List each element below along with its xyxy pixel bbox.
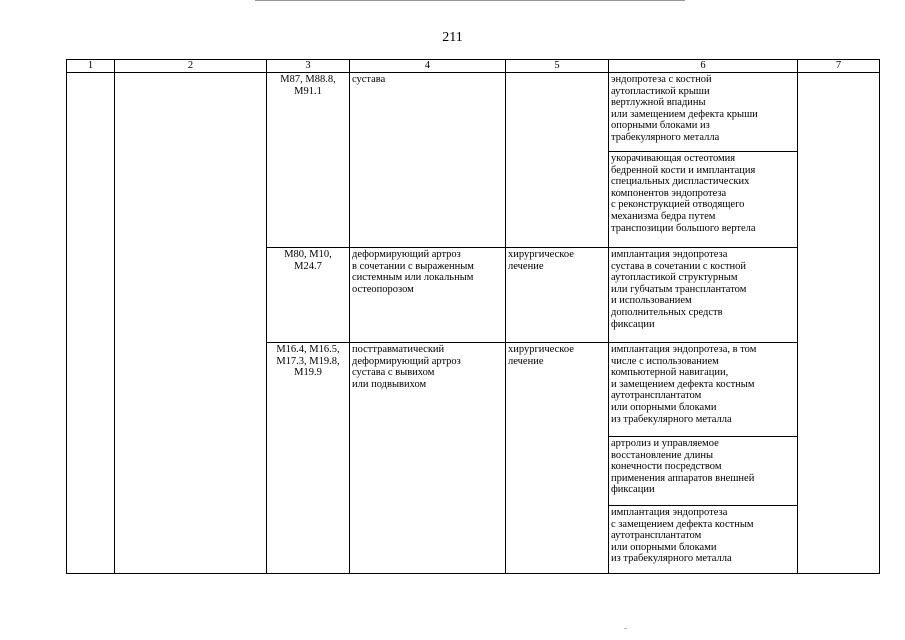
column-header: 6 (609, 60, 798, 73)
patient-model-cell: деформирующий артроз в сочетании с выраженным системным или локальным остеопорозом (350, 248, 506, 343)
column-header: 4 (350, 60, 506, 73)
method-cell: имплантация эндопротеза, в том числе с использованием компьютерной навигации, и замещением дефекта костным аутотрансплантатом или опорными блоками из трабекулярного металла (609, 343, 798, 437)
page-number: 211 (442, 30, 463, 45)
diagnosis-codes-cell: M80, M10, M24.7 (267, 248, 350, 343)
medical-procedures-table (66, 59, 880, 574)
treatment-type-cell (506, 73, 609, 248)
method-cell: укорачивающая остеотомия бедренной кости и имплантация специальных диспластических компонентов эндопротеза с реконструкцией отводящего механизма бедра путем транспозиции большого вертела (609, 152, 798, 248)
diagnosis-codes-cell: M16.4, M16.5, M17.3, M19.8, M19.9 (267, 343, 350, 574)
column-header: 3 (267, 60, 350, 73)
diagnosis-codes-cell: M87, M88.8, M91.1 (267, 73, 350, 248)
table-row (67, 73, 880, 152)
header-row (67, 60, 880, 73)
col1-cell (67, 73, 115, 574)
col2-cell (115, 73, 267, 574)
treatment-type-cell: хирургическое лечение (506, 248, 609, 343)
treatment-type-cell: хирургическое лечение (506, 343, 609, 574)
scan-artifact (624, 628, 627, 629)
patient-model-cell: посттравматический деформирующий артроз сустава с вывихом или подвывихом (350, 343, 506, 574)
patient-model-cell: сустава (350, 73, 506, 248)
method-cell: эндопротеза с костной аутопластикой крыши вертлужной впадины или замещением дефекта крыши опорными блоками из трабекулярного металла (609, 73, 798, 152)
column-header: 1 (67, 60, 115, 73)
col7-cell (798, 73, 880, 574)
method-cell: имплантация эндопротеза сустава в сочетании с костной аутопластикой структурным или губчатым трансплантатом и использованием дополнительных средств фиксации (609, 248, 798, 343)
top-rule (255, 0, 685, 1)
method-cell: артролиз и управляемое восстановление длины конечности посредством применения аппаратов внешней фиксации (609, 437, 798, 506)
column-header: 7 (798, 60, 880, 73)
column-header: 5 (506, 60, 609, 73)
method-cell: имплантация эндопротеза с замещением дефекта костным аутотрансплантатом или опорными блоками из трабекулярного металла (609, 506, 798, 574)
column-header: 2 (115, 60, 267, 73)
